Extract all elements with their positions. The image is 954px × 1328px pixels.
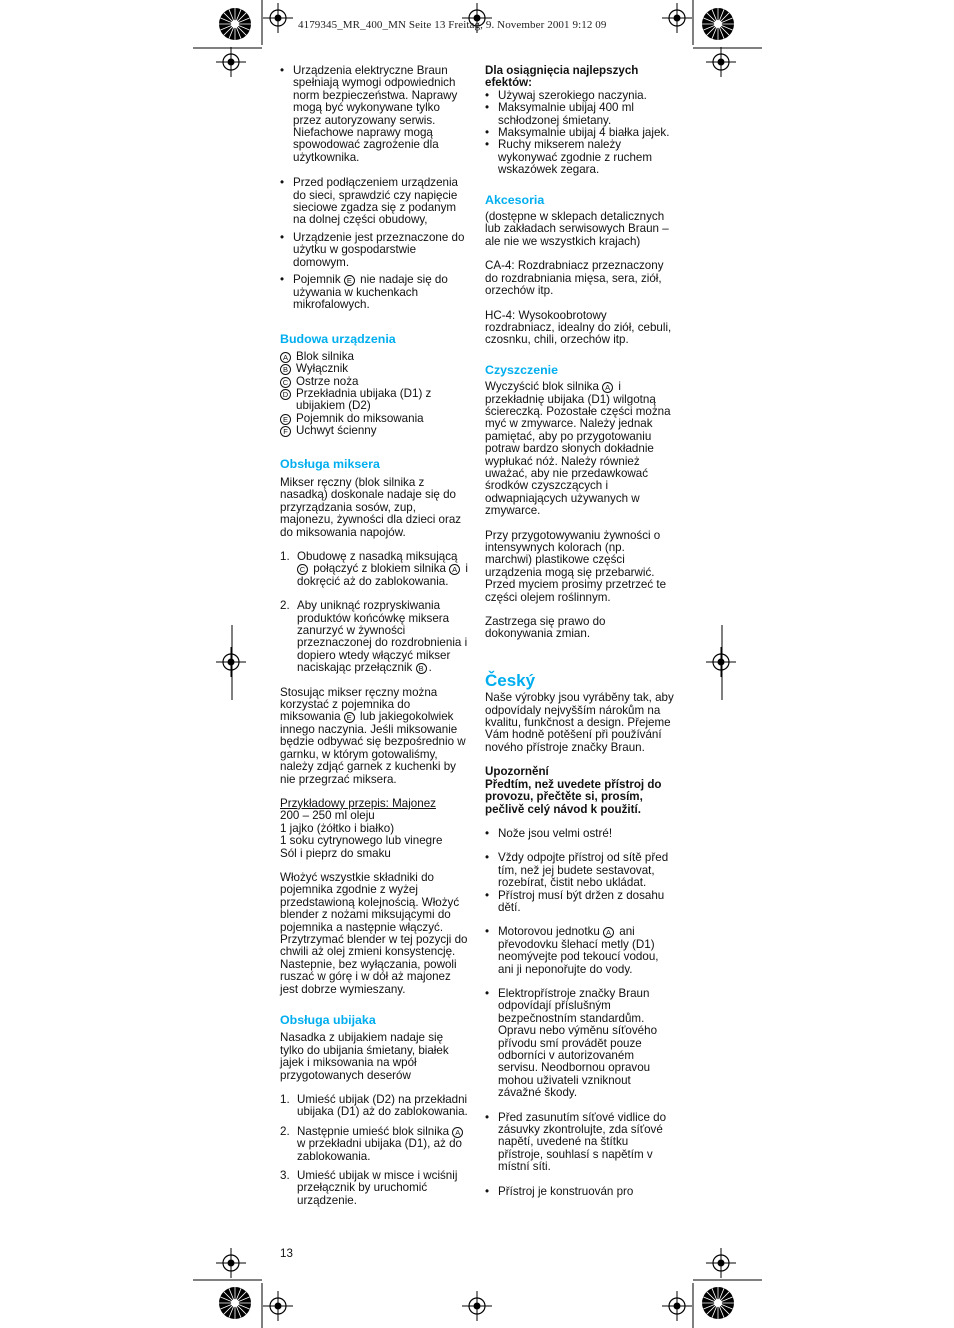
parts-list (280, 351, 470, 438)
ubijaka-step-3: 3. Umieść ubijak w misce i wciśnij przełącznik by uruchomić urządzenie. (280, 1169, 458, 1207)
list-item: • Před zasunutím síťové vidlice do zásuvky zkontrolujte, zda síťové napětí, uvedené na štítku přístroje, souhlasí s napětím v místní síti. (485, 1110, 667, 1174)
section-heading-cesky: Český (485, 670, 536, 690)
cesky-intro: Naše výrobky jsou vyráběny tak, aby odpovídaly nejvyšším nárokům na kvalitu, funkčnost a design. Přejeme Vám hodně potěšení při používání nového přístroje značky Braun. (485, 691, 674, 754)
section-heading-miksera: Obsługa miksera (280, 456, 380, 471)
list-item: • Přístroj musí být držen z dosahu dětí. (485, 888, 665, 914)
miksera-para: Stosując mikser ręczny można korzystać z pojemnika do miksowania E lub jakiegokolwiek innego naczynia. Jeśli miksowanie będzie odbywać się bezpośrednio w garnku, w którym gotowaliśmy, należy zdjąć garnek z kuchenki by nie przegrzać miksera. (280, 685, 466, 786)
list-item: • Vždy odpojte přístroj od sítě před tím, než jej budete sestavovat, rozebírat, čistit nebo ukládat. (485, 851, 669, 890)
list-item: • Przed podłączeniem urządzenia do sieci, sprawdzić czy napięcie sieciowe zgadza się z podanym na dolnej części obudowy, (280, 176, 458, 227)
list-item: • Ruchy mikserem należy wykonywać zgodnie z ruchem wskazówek zegara. (485, 138, 653, 177)
part-item: C Ostrze noża (280, 376, 470, 388)
part-item: B Wyłącznik (280, 363, 470, 375)
list-item: • Urządzenia elektryczne Braun spełniają wymogi odpowiednich norm bezpieczeństwa. Naprawy mogą być wykonywane tylko przez autoryzowany serwis. Niefachowe naprawy mogą spowodować zagrożenie dla użytkownika. (280, 64, 458, 164)
part-item: D Przekładnia ubijaka (D1) z ubijakiem (D2) (280, 388, 470, 413)
circled-letter-icon: A (280, 352, 291, 363)
warning-text: Předtím, než uvedete přístroj do provozu, přečtěte si, prosím, pečlivě celý návod k použití. (485, 777, 662, 816)
akcesoria-para: CA-4: Rozdrabniacz przeznaczony do rozdrabniania mięsa, sera, ziół, orzechów itp. (485, 259, 664, 298)
miksera-intro: Mikser ręczny (blok silnika z nasadką) doskonale nadaje się do przyrządzania sosów, zup, majonezu, żywności dla dzieci oraz do miksowania napojów. (280, 475, 462, 539)
recipe-title: Przykładowy przepis: Majonez (280, 796, 436, 810)
warning-title: Upozornění (485, 765, 549, 779)
recipe-para: Włożyć wszystkie składniki do pojemnika zgodnie z wyżej przedstawioną kolejnością. Włożyć blender z nożami miksującymi do pojemnika a następnie włączyć. Przytrzymać blender w tej pozycji do chwili aż olej zmieni konsystencję. Nastepnie, bez wyłączania, powoli ruszać w górę i w dół aż majonez jest dobrze wymieszany. (280, 870, 468, 996)
circled-letter-icon: E (344, 275, 355, 286)
part-item: E Pojemnik do miksowania (280, 413, 470, 425)
part-item: F Uchwyt ścienny (280, 425, 470, 437)
recipe-line: Sól i pieprz do smaku (280, 846, 391, 860)
circled-letter-icon: A (603, 927, 614, 938)
circled-letter-icon: A (602, 382, 613, 393)
section-heading-akcesoria: Akcesoria (485, 192, 545, 207)
circled-letter-icon: E (344, 712, 355, 723)
list-item: • Maksymalnie ubijaj 400 ml schłodzonej śmietany. (485, 101, 634, 127)
czyszczenie-para: Zastrzega się prawo do dokonywania zmian. (485, 615, 606, 641)
print-header: 4179345_MR_400_MN Seite 13 Freitag, 9. November 2001 9:12 09 (298, 19, 607, 31)
recipe-line: 1 jajko (żółtko i białko) (280, 821, 395, 835)
section-heading-budowa: Budowa urządzenia (280, 332, 396, 347)
circled-letter-icon: A (452, 1127, 463, 1138)
ubijaka-step-2: 2. Następnie umieść blok silnika A w przekładni ubijaka (D1), aż do zablokowania. (280, 1124, 462, 1163)
list-item: • Używaj szerokiego naczynia. (485, 88, 647, 102)
circled-letter-icon: C (297, 564, 308, 575)
recipe-line: 200 – 250 ml oleju (280, 809, 375, 823)
left-column (280, 65, 470, 1207)
right-column (485, 65, 675, 1198)
list-item: • Urządzenie jest przeznaczone do użytku w gospodarstwie domowym. (280, 230, 465, 269)
circled-letter-icon: B (416, 663, 427, 674)
ubijaka-step-1: 1. Umieść ubijak (D2) na przekładni ubijaka (D1) aż do zablokowania. (280, 1093, 468, 1119)
miksera-step-1: 1. Obudowę z nasadką miksującą C połączyć z blokiem silnika A i dokręcić aż do zablokowania. (280, 550, 468, 588)
list-item: • Přístroj je konstruován pro (485, 1184, 634, 1198)
czyszczenie-para: Wyczyścić blok silnika A i przekładnię ubijaka (D1) wilgotną ściereczką. Pozostałe części można myć w zmywarce. Należy jednak pamiętać, aby po przygotowaniu potraw bardzo słonych dokładnie wypłukać nóż. Należy również uważać, aby nie przedawkować środków czyszczących i odwapniających używanych w zmywarce. (485, 380, 671, 518)
circled-letter-icon: D (280, 389, 291, 400)
part-item: A Blok silnika (280, 351, 470, 363)
best-heading: Dla osiągnięcia najlepszych efektów: (485, 64, 639, 90)
section-heading-ubijaka: Obsługa ubijaka (280, 1013, 376, 1027)
circled-letter-icon: E (280, 414, 291, 425)
miksera-step-2: 2. Aby uniknąć rozpryskiwania produktów końcówkę miksera zanurzyć w żywności przeznaczonej do rozdrobnienia i dopiero wtedy włączyć mikser naciskając przełącznik B . (280, 599, 468, 675)
section-heading-czyszczenie: Czyszczenie (485, 362, 559, 377)
list-item: • Motorovou jednotku A ani převodovku šlehací metly (D1) neomývejte pod tekoucí vodou, ani ji neponořujte do vody. (485, 925, 659, 976)
circled-letter-icon: A (449, 564, 460, 575)
akcesoria-para: (dostępne w sklepach detalicznych lub zakładach serwisowych Braun – ale nie we wszystkich krajach) (485, 210, 669, 248)
ubijaka-intro: Nasadka z ubijakiem nadaje się tylko do ubijania śmietany, białek jajek i miksowania na wpół przygotowanych deserów (280, 1031, 449, 1082)
czyszczenie-para: Przy przygotowywaniu żywności o intensywnych kolorach (np. marchwi) plastikowe części urządzenia mogą się przebarwić. Przed myciem prosimy przetrzeć te części olejem roślinnym. (485, 528, 667, 604)
list-item: • Elektropřístroje značky Braun odpovídají příslušným bezpečnostním standardům. Opravu nebo výměnu síťového přívodu smí provádět pouze odborníci v autorizovaném servisu. Neodbornou opravou mohou uživateli vzniknout závažné škody. (485, 986, 658, 1100)
list-item: • Nože jsou velmi ostré! (485, 826, 613, 840)
circled-letter-icon: F (280, 426, 291, 437)
circled-letter-icon: C (280, 377, 291, 388)
circled-letter-icon: B (280, 364, 291, 375)
page-number: 13 (280, 1247, 293, 1260)
list-item: • Pojemnik E nie nadaje się do używania w kuchenkach mikrofalowych. (280, 273, 448, 311)
akcesoria-para: HC-4: Wysokoobrotowy rozdrabniacz, idealny do ziół, cebuli, czosnku, chili, orzechów itp. (485, 308, 672, 347)
recipe-line: 1 soku cytrynowego lub vinegre (280, 834, 443, 848)
list-item: • Maksymalnie ubijaj 4 białka jajek. (485, 126, 670, 140)
